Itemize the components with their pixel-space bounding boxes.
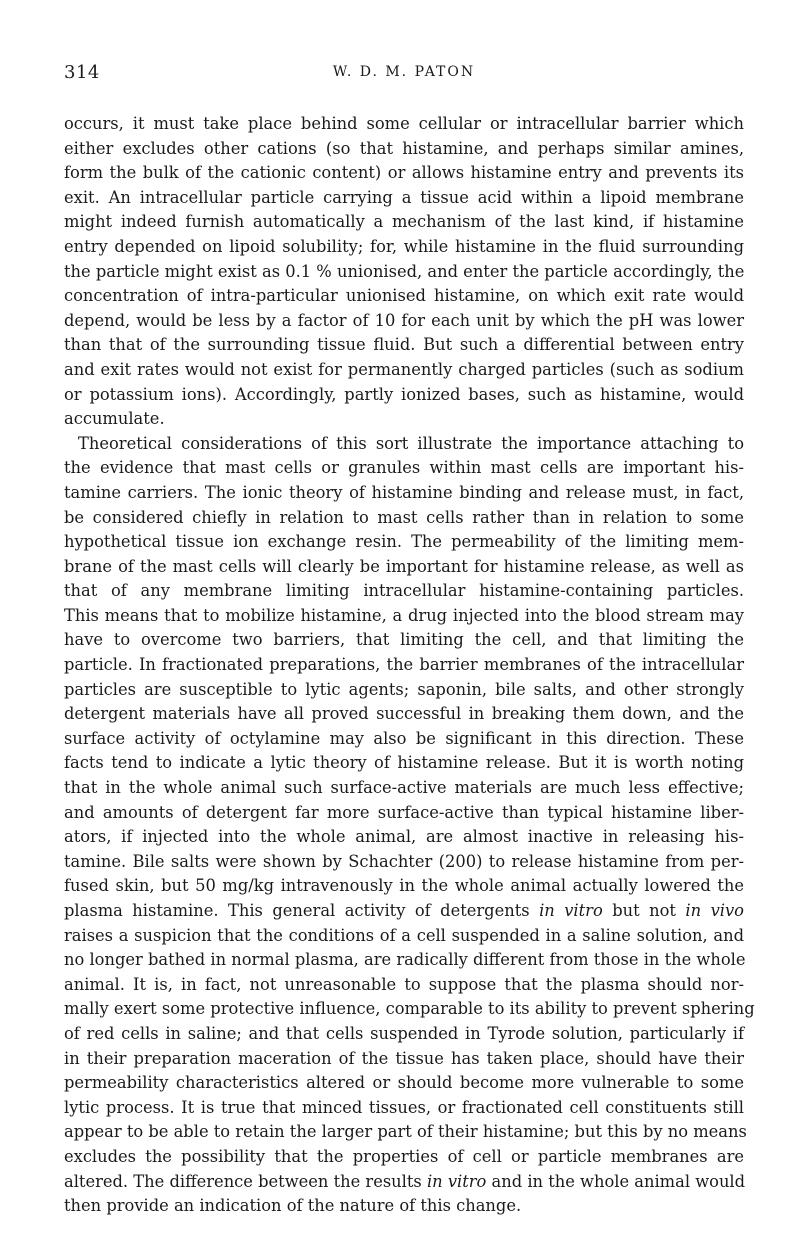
text-line: particle. In fractionated preparations, the barrier membranes of the intracellular [64,655,744,675]
text-line: that in the whole animal such surface-active materials are much less effective; [64,778,744,798]
text-line: have to overcome two barriers, that limiting the cell, and that limiting the [64,630,744,650]
text-line: of red cells in saline; and that cells suspended in Tyrode solution, particularly if [64,1023,744,1043]
page-header [64,62,744,88]
text-line: accumulate. [64,409,165,429]
italic-term: in vitro [539,901,603,920]
text-line: no longer bathed in normal plasma, are radically different from those in the whole [64,950,746,970]
text-line: the particle might exist as 0.1 % unionised, and enter the particle accordingly, the [64,261,745,281]
text-line: and exit rates would not exist for permanently charged particles (such as sodium [64,359,744,379]
text-line: animal. It is, in fact, not unreasonable to suppose that the plasma should nor- [64,974,744,994]
text-line: brane of the mast cells will clearly be important for histamine release, as well as [64,556,744,576]
text-line: that of any membrane limiting intracellular histamine-containing particles. [64,581,744,601]
paragraph-2 [64,432,755,1219]
text-line-italic-2 [64,1170,744,1195]
line-tail: and in the whole animal would [486,1171,746,1191]
text-line: the evidence that mast cells or granules within mast cells are important his- [64,458,744,478]
body-text [64,112,755,1219]
text-line: than that of the surrounding tissue fluid. But such a differential between entry [64,335,744,355]
text-line: permeability characteristics altered or should become more vulnerable to some [64,1073,744,1093]
text-line: tamine. Bile salts were shown by Schachter (200) to release histamine from per- [64,851,744,871]
text-line: ators, if injected into the whole animal, are almost inactive in releasing his- [64,827,744,847]
text-line: fused skin, but 50 mg/kg intravenously in the whole animal actually lowered the [64,876,744,896]
text-line: concentration of intra-particular unionised histamine, on which exit rate would [64,286,744,306]
paragraph-1 [64,112,744,432]
text-line: appear to be able to retain the larger part of their histamine; but this by no means [64,1122,747,1142]
text-line: depend, would be less by a factor of 10 for each unit by which the pH was lower [64,310,744,330]
page-number: 314 [64,62,100,83]
text-line: either excludes other cations (so that histamine, and perhaps similar amines, [64,138,744,158]
text-line: This means that to mobilize histamine, a drug injected into the blood stream may [64,605,744,625]
text-line: excludes the possibility that the properties of cell or particle membranes are [64,1146,744,1166]
text-line: entry depended on lipoid solubility; for, while histamine in the fluid surrounding [64,236,744,256]
text-line: exit. An intracellular particle carrying a tissue acid within a lipoid membrane [64,187,744,207]
text-line: be considered chiefly in relation to mast cells rather than in relation to some [64,507,744,527]
text-line: and amounts of detergent far more surface-active than typical histamine liber- [64,802,744,822]
text-line-italic-1 [64,899,744,924]
text-line: then provide an indication of the nature of this change. [64,1196,522,1216]
text-line: tamine carriers. The ionic theory of histamine binding and release must, in fact, [64,482,744,502]
running-head: W. D. M. PATON [332,64,476,80]
text-line: particles are susceptible to lytic agents; saponin, bile salts, and other strongly [64,679,744,699]
italic-term: in vitro [426,1171,487,1191]
line-mid: but not [602,901,686,920]
text-line: or potassium ions). Accordingly, partly ionized bases, such as histamine, would [64,384,744,404]
text-line: detergent materials have all proved successful in breaking them down, and the [64,704,744,724]
text-line: mally exert some protective influence, comparable to its ability to prevent sphering [64,999,755,1019]
text-line: occurs, it must take place behind some cellular or intracellular barrier which [64,114,744,133]
text-line: lytic process. It is true that minced tissues, or fractionated cell constituents still [64,1097,744,1117]
text-line: hypothetical tissue ion exchange resin. The permeability of the limiting mem- [64,532,744,552]
italic-term: in vivo [685,901,744,920]
text-line: facts tend to indicate a lytic theory of histamine release. But it is worth noting [64,753,744,773]
text-line: Theoretical considerations of this sort illustrate the importance attaching to [78,433,744,453]
text-line: surface activity of octylamine may also be significant in this direction. These [64,728,744,748]
line-lead: altered. The difference between the results [64,1171,427,1191]
text-line: raises a suspicion that the conditions of a cell suspended in a saline solution, and [64,925,744,945]
line-lead: plasma histamine. This general activity of detergents [64,901,540,920]
text-line: in their preparation maceration of the tissue has taken place, should have their [64,1048,744,1068]
text-line: might indeed furnish automatically a mechanism of the last kind, if histamine [64,212,744,232]
text-line: form the bulk of the cationic content) or allows histamine entry and prevents its [64,163,744,183]
